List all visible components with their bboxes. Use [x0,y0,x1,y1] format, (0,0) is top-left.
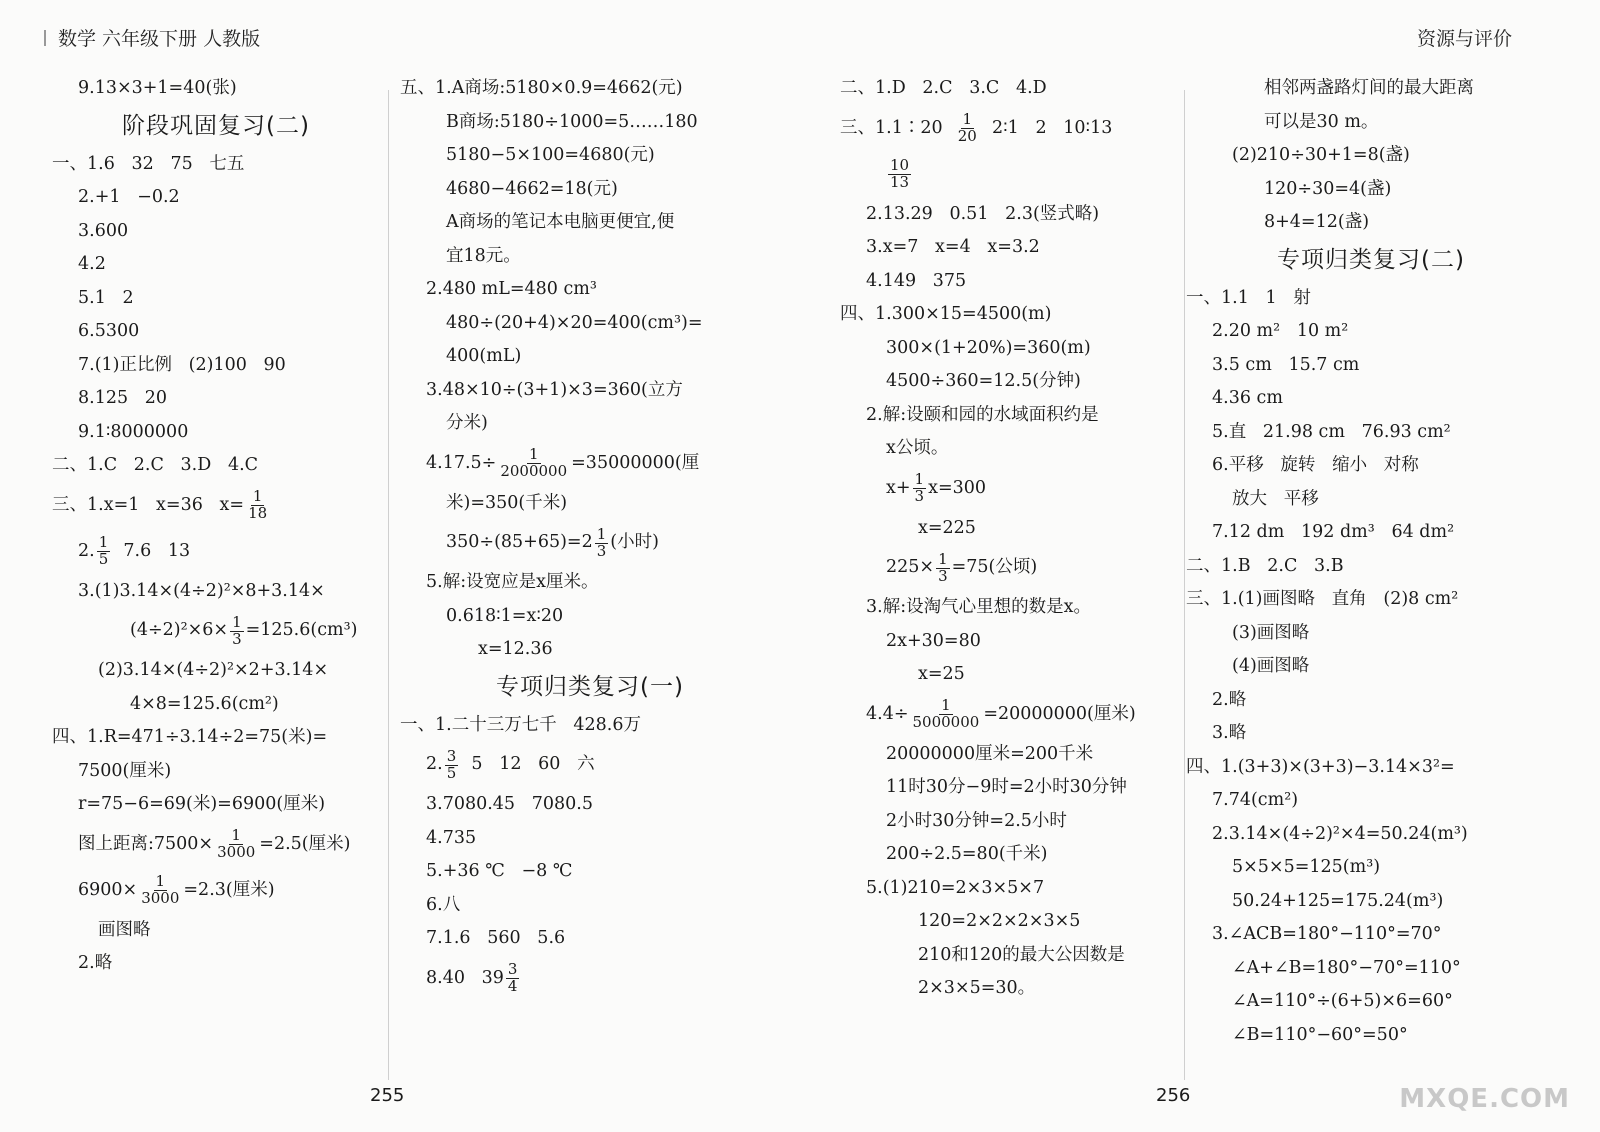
answer-text-after: x=300 [928,477,987,498]
answer-line [400,273,780,307]
answer-text: x=12.36 [478,639,553,659]
fraction [445,746,459,782]
answer-line [1186,516,1556,550]
answer-text: 二、1.B 2.C 3.B [1186,555,1344,576]
answer-line [400,374,780,408]
answer-line [840,658,1180,692]
answer-line [1186,416,1556,450]
answer-text: 2.略 [78,953,113,973]
answer-line [400,173,780,207]
answer-text-after: =2.5(厘米) [259,833,351,854]
answer-line [400,487,780,521]
answer-text: 7.1.6 560 5.6 [426,928,566,948]
answer-line [400,956,780,1002]
answer-text: 4.2 [78,254,106,274]
answer-text: 8.125 20 [78,388,168,408]
column-divider [388,90,389,1080]
fraction-denominator: 3000 [217,843,256,861]
fraction-numerator: 1 [914,470,925,489]
answer-line [840,265,1180,299]
answer-line [52,822,380,868]
answer-text: 3.(1)3.14×(4÷2)²×8+3.14× [78,580,325,601]
answer-line [1186,717,1556,751]
section-title [52,106,380,148]
answer-column-3 [840,72,1180,1006]
page-right [800,0,1600,1132]
answer-text-after: =20000000(厘米) [983,703,1136,724]
answer-text: 5×5×5=125(m³) [1232,857,1381,877]
answer-text: 2.略 [1212,689,1247,710]
answer-line [1186,952,1556,986]
fraction [911,698,982,731]
answer-text: 2. [78,540,95,561]
answer-line [400,139,780,173]
answer-line [400,307,780,341]
answer-text: 一、1.二十三万七千 428.6万 [400,714,641,735]
answer-text: 6.八 [426,894,461,915]
answer-text: 200÷2.5=80(千米) [886,844,1048,864]
answer-text: 3.5 cm 15.7 cm [1212,354,1360,375]
answer-text: 三、1.1∶20 [840,117,954,138]
answer-text: 二、1.C 2.C 3.D 4.C [52,455,259,475]
answer-line [400,788,780,822]
answer-text: 可以是30 m。 [1264,111,1379,132]
answer-text-after: =75(公顷) [951,557,1038,578]
answer-text: 3.600 [78,220,129,241]
answer-line [1186,918,1556,952]
answer-text: 225× [886,557,935,578]
answer-line [1186,483,1556,517]
answer-text: 4.149 375 [866,270,967,291]
answer-text: 专项归类复习(二) [1277,247,1465,273]
fraction [246,489,269,522]
answer-text: 120=2×2×2×3×5 [918,911,1081,931]
fraction [506,962,520,995]
answer-text: 5.+36 ℃ −8 ℃ [426,861,573,881]
answer-line [840,591,1180,625]
answer-text: 2.解:设颐和园的水域面积约是 [866,404,1099,425]
answer-text: 3.48×10÷(3+1)×3=360(立方 [426,379,683,400]
fraction-numerator: 1 [938,549,948,568]
answer-text: 20000000厘米=200千米 [886,743,1094,764]
fraction-denominator: 3 [596,541,607,560]
answer-text: 2.3.14×(4÷2)²×4=50.24(m³) [1212,823,1468,844]
answer-line [840,152,1180,198]
answer-text: 6900× [78,879,138,900]
answer-text: 画图略 [98,919,151,940]
fraction-denominator: 18 [248,504,268,522]
fraction-denominator: 3 [938,566,948,585]
answer-line [52,947,380,981]
answer-text: 3.∠ACB=180°−110°=70° [1212,924,1442,944]
answer-text: 3.略 [1212,723,1247,743]
answer-line [52,755,380,789]
answer-line [1186,282,1556,316]
answer-line [1186,72,1556,106]
answer-line [1186,818,1556,852]
answer-line [840,298,1180,332]
fraction-denominator: 4 [507,977,518,995]
answer-line [840,399,1180,433]
answer-line [400,340,780,374]
answer-line [400,633,780,667]
answer-text: 2.13.29 0.51 2.3(竖式略) [866,203,1100,224]
answer-text: 三、1.x=1 x=36 x= [52,494,245,515]
answer-line [400,520,780,566]
answer-text: 分米) [446,413,488,433]
answer-line [52,529,380,575]
answer-line [1186,550,1556,584]
answer-column-1 [52,72,380,981]
answer-line [52,148,380,182]
answer-line [1186,139,1556,173]
fraction-numerator: 1 [155,872,166,891]
answer-text: 5.解:设宽应是x厘米。 [426,572,599,592]
answer-line [1186,449,1556,483]
answer-text: 相邻两盏路灯间的最大距离 [1264,78,1474,98]
answer-text: x=225 [918,517,976,538]
answer-line [52,654,380,688]
answer-column-4 [1186,72,1556,1052]
answer-text: 2.+1 −0.2 [78,187,180,207]
page-number-left: 255 [370,1085,405,1106]
page-number-right: 256 [1156,1085,1191,1106]
answer-line [1186,315,1556,349]
answer-text: 四、1.R=471÷3.14÷2=75(米)= [52,727,328,747]
section-title [400,667,780,709]
fraction [498,447,569,480]
answer-line [1186,106,1556,140]
answer-line [52,72,380,106]
answer-text: 2.480 mL=480 cm³ [426,279,597,299]
answer-line [400,922,780,956]
answer-text: 一、1.6 32 75 七五 [52,153,245,174]
answer-line [840,738,1180,772]
answer-text: 五、1.A商场:5180×0.9=4662(元) [400,78,683,98]
answer-text: 放大 平移 [1232,488,1319,509]
answer-text: (4÷2)²×6× [130,620,229,641]
fraction [913,472,927,505]
answer-text: 4.36 cm [1212,388,1283,408]
answer-text: 4680−4662=18(元) [446,178,618,199]
answer-line [1186,751,1556,785]
fraction-numerator: 1 [962,110,973,129]
answer-text: 2×3×5=30。 [918,978,1036,998]
answer-line [400,709,780,743]
answer-line [840,625,1180,659]
answer-line [52,416,380,450]
answer-text: 4.17.5÷ [426,452,497,473]
fraction-numerator: 1 [941,696,951,715]
answer-text: 300×(1+20%)=360(m) [886,337,1091,358]
answer-text: (2)210÷30+1=8(盏) [1232,145,1410,165]
answer-text: 120÷30=4(盏) [1264,178,1392,199]
answer-text: 3.x=7 x=4 x=3.2 [866,237,1040,257]
answer-line [840,972,1180,1006]
fraction-numerator: 3 [446,746,457,765]
fraction-numerator: 1 [232,612,242,631]
answer-line [400,206,780,240]
fraction-numerator: 10 [890,156,910,175]
answer-line [400,72,780,106]
answer-line [400,407,780,441]
fraction-denominator: 3 [914,487,925,505]
answer-line [1186,382,1556,416]
fraction [215,828,257,861]
answer-line [52,315,380,349]
answer-text: 9.13×3+1=40(张) [78,78,237,98]
answer-text-after: =2.3(厘米) [183,879,275,900]
answer-text: 9.1∶8000000 [78,421,189,442]
answer-line [52,721,380,755]
answer-line [840,432,1180,466]
fraction-denominator: 5 [446,763,457,782]
answer-line [840,805,1180,839]
answer-line [840,872,1180,906]
answer-text: 400(mL) [446,346,522,366]
answer-text: 350÷(85+65)=2 [446,532,593,553]
answer-line [400,240,780,274]
answer-text-after: 2∶1 2 10∶13 [980,117,1113,138]
answer-text: 5.1 2 [78,287,134,308]
answer-line [52,608,380,654]
answer-text: 3.7080.45 7080.5 [426,794,593,814]
answer-text: 0.618∶1=x∶20 [446,605,564,626]
answer-column-2 [400,72,780,1002]
answer-line [52,449,380,483]
answer-text: 480÷(20+4)×20=400(cm³)= [446,312,703,333]
answer-line [840,106,1180,152]
answer-text: 二、1.D 2.C 3.C 4.D [840,78,1047,98]
answer-line [400,855,780,889]
answer-text: 50.24+125=175.24(m³) [1232,890,1444,911]
fraction-numerator: 1 [98,533,109,552]
fraction-numerator: 1 [596,524,607,543]
fraction-denominator: 3000 [141,889,180,907]
watermark: MXQE.COM [1399,1084,1570,1114]
answer-line [1186,885,1556,919]
fraction-numerator: 1 [528,445,539,464]
answer-text: 4500÷360=12.5(分钟) [886,371,1081,391]
answer-line [1186,684,1556,718]
column-divider [1184,90,1185,1080]
answer-text: ∠A+∠B=180°−70°=110° [1232,957,1461,978]
answer-text: 4.735 [426,827,477,848]
answer-text-after: (小时) [610,532,659,553]
answer-line [1186,173,1556,207]
answer-line [400,441,780,487]
answer-text: 7.74(cm²) [1212,790,1299,810]
answer-line [52,382,380,416]
answer-text: 11时30分−9时=2小时30分钟 [886,777,1127,797]
fraction [595,524,609,560]
answer-text: 2x+30=80 [886,630,981,651]
answer-line [1186,349,1556,383]
fraction-denominator: 3 [232,629,242,648]
answer-text: (4)画图略 [1232,656,1310,676]
answer-line [840,231,1180,265]
fraction-denominator: 13 [890,173,910,191]
answer-line [1186,206,1556,240]
answer-line [1186,583,1556,617]
answer-line [1186,1019,1556,1053]
answer-text: 2小时30分钟=2.5小时 [886,810,1067,831]
answer-text: 6.5300 [78,321,140,341]
answer-text: 阶段巩固复习(二) [122,113,310,139]
answer-text: ∠A=110°÷(6+5)×6=60° [1232,991,1453,1011]
fraction-numerator: 1 [252,487,263,506]
answer-line [52,483,380,529]
answer-line [52,575,380,609]
answer-text-after: 7.6 13 [112,540,191,561]
answer-line [840,692,1180,738]
answer-text: x=25 [918,664,965,684]
fraction [888,158,911,191]
answer-line [52,349,380,383]
answer-line [840,545,1180,591]
answer-text: 6.平移 旋转 缩小 对称 [1212,455,1419,475]
answer-text: 专项归类复习(一) [496,674,684,700]
answer-line [52,181,380,215]
answer-line [1186,851,1556,885]
answer-text: 7.(1)正比例 (2)100 90 [78,354,286,375]
answer-text: x公顷。 [886,438,949,458]
answer-text: 2. [426,754,443,775]
answer-text: 四、1.300×15=4500(m) [840,304,1052,324]
answer-line [400,889,780,923]
answer-text: 7.12 dm 192 dm³ 64 dm² [1212,522,1455,542]
answer-text: 四、1.(3+3)×(3+3)−3.14×3²= [1186,756,1455,777]
answer-text: 7500(厘米) [78,760,172,781]
fraction [956,112,979,145]
answer-line [840,198,1180,232]
answer-text: 5.(1)210=2×3×5×7 [866,877,1045,898]
answer-line [840,72,1180,106]
answer-text: 5.直 21.98 cm 76.93 cm² [1212,421,1451,442]
header-series-title: 资源与评价 [1416,28,1512,50]
fraction-denominator: 2000000 [500,462,568,480]
answer-line [1186,650,1556,684]
answer-line [400,600,780,634]
fraction [97,535,111,568]
answer-line [840,365,1180,399]
answer-text: 5180−5×100=4680(元) [446,145,655,165]
fraction-numerator: 3 [507,960,518,979]
fraction-numerator: 1 [231,826,241,845]
answer-text-after: =125.6(cm³) [245,620,358,641]
answer-line [840,905,1180,939]
answer-text: 图上距离:7500× [78,833,214,854]
answer-line [1186,617,1556,651]
answer-line [840,838,1180,872]
answer-line [52,914,380,948]
answer-text: (2)3.14×(4÷2)²×2+3.14× [98,660,329,680]
answer-text: 4.4÷ [866,703,909,724]
fraction [139,874,181,907]
answer-line [52,788,380,822]
header-book-title: 数学 六年级下册 人教版 [58,28,261,50]
answer-text-after: =35000000(厘 [571,452,700,473]
answer-line [400,566,780,600]
answer-line [840,332,1180,366]
answer-line [840,466,1180,512]
fraction-denominator: 5000000 [912,713,980,731]
answer-line [400,822,780,856]
answer-text-after: 5 12 60 六 [460,754,595,775]
answer-text: 三、1.(1)画图略 直角 (2)8 cm² [1186,589,1459,609]
answer-text: 3.解:设淘气心里想的数是x。 [866,597,1091,617]
answer-text: 8+4=12(盏) [1264,212,1370,232]
answer-text: 米)=350(千米) [446,492,568,513]
fraction-denominator: 20 [957,127,977,145]
answer-text: A商场的笔记本电脑更便宜,便 [446,212,675,232]
answer-line [1186,985,1556,1019]
answer-line [52,215,380,249]
answer-line [840,771,1180,805]
answer-line [1186,784,1556,818]
section-title [1186,240,1556,282]
answer-line [52,868,380,914]
answer-line [52,688,380,722]
answer-text: 210和120的最大公因数是 [918,944,1125,965]
answer-text: 8.40 39 [426,967,504,988]
answer-line [400,106,780,140]
fraction [936,549,950,585]
answer-text: 2.20 m² 10 m² [1212,321,1349,341]
answer-line [52,282,380,316]
answer-line [840,512,1180,546]
answer-line [840,939,1180,973]
answer-text: 宜18元。 [446,245,521,266]
answer-line [52,248,380,282]
answer-text: x+ [886,477,911,498]
answer-text: ∠B=110°−60°=50° [1232,1024,1408,1045]
answer-text: r=75−6=69(米)=6900(厘米) [78,794,326,814]
fraction-denominator: 5 [98,550,109,568]
fraction [230,612,244,648]
answer-text: 4×8=125.6(cm²) [130,693,279,714]
answer-text: 一、1.1 1 射 [1186,287,1311,308]
answer-text: B商场:5180÷1000=5……180 [446,111,698,132]
answer-line [400,742,780,788]
answer-text: (3)画图略 [1232,622,1310,643]
